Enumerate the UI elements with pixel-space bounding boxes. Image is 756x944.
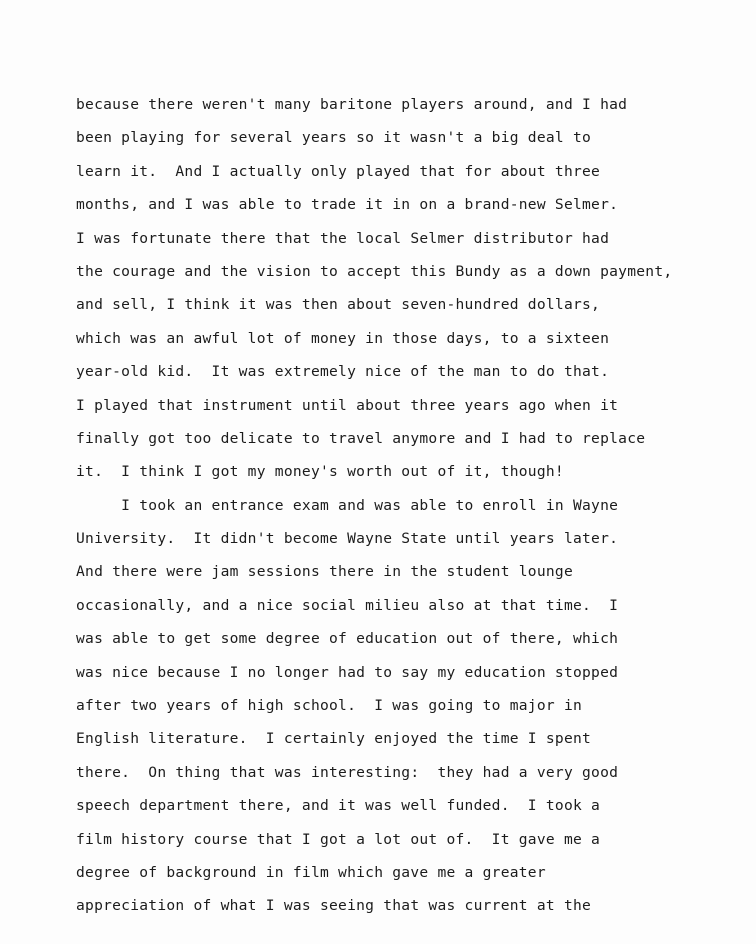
- text-line: and sell, I think it was then about seven-hundred dollars,: [76, 296, 601, 314]
- text-line: because there weren't many baritone players around, and I had: [76, 96, 628, 113]
- text-line: And there were jam sessions there in the student lounge: [76, 563, 573, 581]
- text-line: it. I think I got my money's worth out of it, though!: [76, 463, 564, 481]
- text-line: learn it. And I actually only played that for about three: [76, 162, 601, 180]
- text-line: year-old kid. It was extremely nice of the man to do that.: [76, 363, 610, 381]
- text-line: degree of background in film which gave me a greater: [76, 863, 546, 881]
- text-line: I played that instrument until about three years ago when it: [76, 396, 619, 414]
- text-line: finally got too delicate to travel anymore and I had to replace: [76, 429, 646, 447]
- text-line: there. On thing that was interesting: they had a very good: [76, 763, 619, 781]
- text-line: was able to get some degree of education out of there, which: [76, 630, 619, 648]
- text-line: after two years of high school. I was going to major in: [76, 697, 583, 715]
- text-line: occasionally, and a nice social milieu also at that time. I: [76, 596, 619, 614]
- text-line: which was an awful lot of money in those days, to a sixteen: [76, 329, 610, 347]
- text-line: was nice because I no longer had to say my education stopped: [76, 663, 619, 681]
- text-line: I was fortunate there that the local Selmer distributor had: [76, 229, 610, 247]
- text-line: University. It didn't become Wayne State until years later.: [76, 530, 619, 548]
- text-line: the courage and the vision to accept this Bundy as a down payment,: [76, 262, 673, 280]
- text-line: months, and I was able to trade it in on a brand-new Selmer.: [76, 196, 619, 214]
- text-line: film history course that I got a lot out of. It gave me a: [76, 830, 601, 848]
- text-line: English literature. I certainly enjoyed the time I spent: [76, 730, 592, 748]
- text-line: speech department there, and it was well funded. I took a: [76, 797, 601, 815]
- body-text: [76, 88, 756, 923]
- text-line: appreciation of what I was seeing that was current at the: [76, 897, 592, 915]
- text-line: been playing for several years so it wasn't a big deal to: [76, 129, 592, 147]
- paragraph-start-line: I took an entrance exam and was able to enroll in Wayne: [76, 496, 619, 514]
